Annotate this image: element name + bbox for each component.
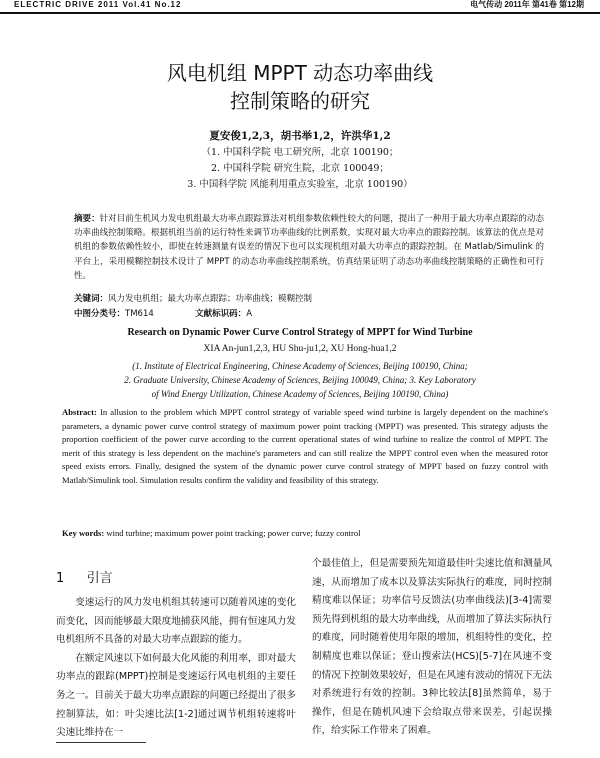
clc-label: 中图分类号： [74, 309, 126, 319]
journal-name-en: ELECTRIC DRIVE 2011 Vol.41 No.12 [14, 0, 182, 9]
footnote-divider [56, 742, 146, 743]
affiliation-en-3: of Wind Energy Utilization, Chinese Academy of Sciences, Beijing 100190, China) [151, 389, 449, 399]
keywords-cn-text: 风力发电机组；最大功率点跟踪；功率曲线；模糊控制 [108, 294, 313, 304]
paragraph: 在额定风速以下如何最大化风能的利用率，即对最大功率点的跟踪(MPPT)控制是变速运行风电机组的主要任务之一。目前关于最大功率点跟踪的问题已经提出了很多控制算法，如：叶尖速比法[1-2]通过调节机组转速将叶尖速比维持在一 [56, 652, 296, 739]
doc-code-label: 文献标识码： [195, 309, 247, 319]
keywords-cn [74, 292, 544, 306]
section-number: 1 [56, 571, 65, 586]
paragraph: 个最佳值上，但是需要预先知道最佳叶尖速比值和测量风速，从而增加了成本以及算法实际执行的难度，同时控制精度难以保证；功率信号反馈法(功率曲线法)[3-4]需要预先得到机组的最大功率曲线，从而增加了算法实际执行的难度，同时随着使用年限的增加，机组特性的变化，控制精度也难以保证；登山搜索法(HCS)[5-7]在风速不变的情况下控制效果较好，但是在风速有波动的情况下无法对系统进行有效的控制。3种比较法[8]虽然简单，易于操作，但是在随机风速下会给取点带来误差，引起误操作，给实际工作带来了困难。 [312, 558, 552, 737]
authors-en: XIA An-jun1,2,3, HU Shu-ju1,2, XU Hong-hua1,2 [203, 344, 397, 354]
journal-name-cn: 电气传动 2011年 第41卷 第12期 [470, 0, 584, 9]
paragraph: 变速运行的风力发电机组其转速可以随着风速的变化而变化，因而能够最大限度地捕获风能，拥有恒速风力发电机组所不具备的对最大功率点跟踪的能力。 [56, 597, 296, 646]
abstract-cn-text: 针对目前生机风力发电机组最大功率点跟踪算法对机组参数依赖性较大的问题，提出了一种用于最大功率点跟踪的动态功率曲线控制策略。根据机组当前的运行特性来调节功率曲线的比例系数，实现对最大功率点的跟踪控制。该算法的优点是对机组的参数依赖性较小，即使在转速测量有误差的情况下也可以实现机组对最大功率点的跟踪控制。在 Matlab/Simulink 的平台上，采用模糊控制技术设计了 MPPT 的动态功率曲线控制系统，仿真结果证明了动态功率曲线控制策略的正确性和可行性。 [74, 214, 544, 281]
right-column [312, 555, 552, 741]
doc-code-value: A [246, 309, 253, 319]
keywords-en [62, 528, 548, 538]
authors-cn: 夏安俊1,2,3，胡书举1,2，许洪华1,2 [209, 130, 391, 142]
affiliation-cn-2: 2. 中国科学院 研究生院，北京 100049； [211, 163, 389, 174]
paper-title-en: Research on Dynamic Power Curve Control Strategy of MPPT for Wind Turbine [127, 327, 473, 338]
abstract-en-label: Abstract: [62, 407, 97, 417]
paper-title-line2: 控制策略的研究 [230, 89, 370, 113]
keywords-en-label: Key words: [62, 528, 105, 538]
left-column [56, 594, 296, 743]
affiliation-cn-1: （1. 中国科学院 电工研究所，北京 100190； [201, 147, 399, 158]
keywords-cn-label: 关键词： [74, 294, 109, 304]
paper-title-line1: 风电机组 MPPT 动态功率曲线 [166, 61, 434, 85]
classification-line [74, 307, 544, 321]
abstract-en-text: In allusion to the problem which MPPT control strategy of variable speed wind turbine is largely dependent on the machine's parameters, a dynamic power curve control strategy of maximum power point tracking (MPPT) was presented. This strategy adjusts the proportion coefficient of the power curve according to the current operational states of wind turbine to realize the control of MPPT. The merit of this strategy is less dependent on the machine's parameters and can still realize the MPPT control even when the measured rotor speed exists errors. Finally, designed the system of the dynamic power curve control strategy of MPPT based on fuzzy control with Matlab/Simulink tool. Simulation results confirm the validity and feasibility of this strategy. [62, 407, 548, 485]
abstract-cn [74, 212, 544, 283]
affiliation-en-2: 2. Graduate University, Chinese Academy of Sciences, Beijing 100049, China; 3. Key Laboratory [124, 375, 476, 385]
clc-value: TM614 [125, 309, 154, 319]
section-title-text: 引言 [86, 571, 113, 586]
affiliation-en-1: (1. Institute of Electrical Engineering, Chinese Academy of Sciences, Beijing 100190, China; [132, 361, 468, 371]
keywords-en-text: wind turbine; maximum power point tracking; power curve; fuzzy control [106, 528, 361, 538]
running-header [0, 0, 600, 14]
affiliation-cn-3: 3. 中国科学院 风能利用重点实验室，北京 100190） [187, 179, 413, 190]
abstract-cn-label: 摘要： [74, 214, 100, 224]
section-heading [56, 567, 113, 586]
abstract-en [62, 406, 548, 487]
